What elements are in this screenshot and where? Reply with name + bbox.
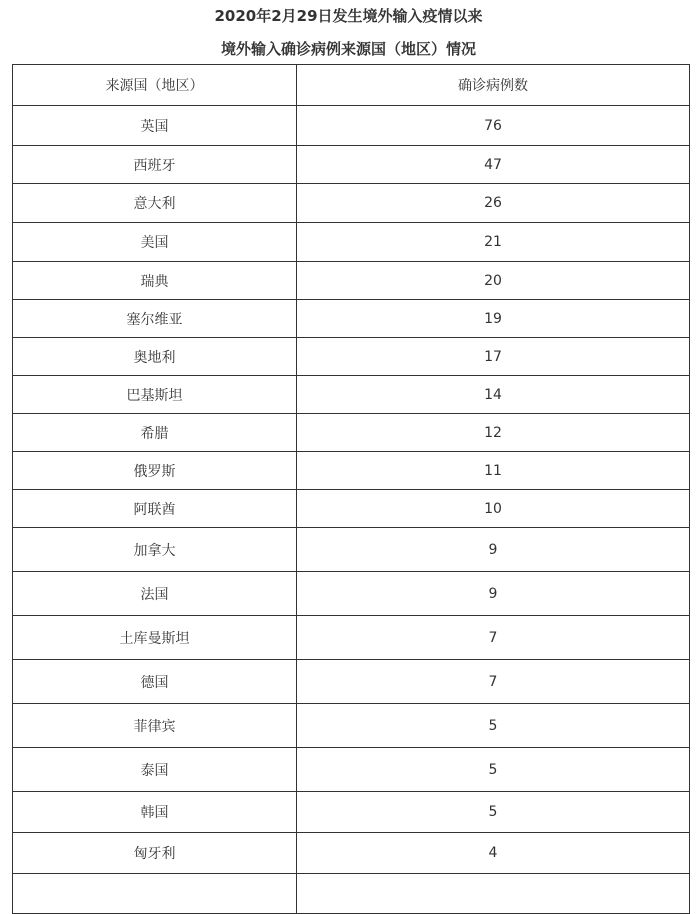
table-row [13, 704, 690, 748]
cell-count: 19 [297, 300, 690, 338]
cell-country: 加拿大 [13, 528, 297, 572]
cell-country: 泰国 [13, 748, 297, 792]
cell-count: 20 [297, 262, 690, 300]
cell-country: 俄罗斯 [13, 452, 297, 490]
table-row [13, 490, 690, 528]
table-row [13, 833, 690, 874]
cell-count: 26 [297, 184, 690, 223]
cell-count: 11 [297, 452, 690, 490]
source-country-table [12, 64, 690, 914]
table-row [13, 376, 690, 414]
cell-country: 希腊 [13, 414, 297, 452]
cell-country: 土库曼斯坦 [13, 616, 297, 660]
table-row [13, 184, 690, 223]
cell-count: 5 [297, 748, 690, 792]
table-caption: 境外输入确诊病例来源国（地区）情况 [220, 40, 476, 58]
cell-country: 美国 [13, 223, 297, 262]
cell-count: 14 [297, 376, 690, 414]
table-row [13, 528, 690, 572]
table-row [13, 792, 690, 833]
cell-country: 瑞典 [13, 262, 297, 300]
cell-count: 9 [297, 528, 690, 572]
cell-country [13, 874, 297, 914]
cell-count: 7 [297, 616, 690, 660]
cell-country: 意大利 [13, 184, 297, 223]
cell-country: 菲律宾 [13, 704, 297, 748]
table-row [13, 146, 690, 184]
table-row [13, 660, 690, 704]
cell-country: 德国 [13, 660, 297, 704]
cell-country: 英国 [13, 106, 297, 146]
header-count: 确诊病例数 [297, 65, 690, 106]
cell-count: 7 [297, 660, 690, 704]
cell-count: 10 [297, 490, 690, 528]
table-row [13, 874, 690, 914]
table-row [13, 262, 690, 300]
table-row [13, 300, 690, 338]
table-row [13, 616, 690, 660]
cell-count: 5 [297, 792, 690, 833]
table-row [13, 452, 690, 490]
cell-count: 76 [297, 106, 690, 146]
table-row [13, 106, 690, 146]
table-row [13, 414, 690, 452]
cell-count [297, 874, 690, 914]
table-row [13, 338, 690, 376]
cell-country: 匈牙利 [13, 833, 297, 874]
cell-country: 巴基斯坦 [13, 376, 297, 414]
cell-count: 17 [297, 338, 690, 376]
cell-country: 法国 [13, 572, 297, 616]
cell-count: 9 [297, 572, 690, 616]
table-header-row [13, 65, 690, 106]
cell-count: 5 [297, 704, 690, 748]
cell-country: 西班牙 [13, 146, 297, 184]
table-row [13, 748, 690, 792]
cell-country: 塞尔维亚 [13, 300, 297, 338]
cell-country: 韩国 [13, 792, 297, 833]
table-row [13, 223, 690, 262]
cell-country: 奥地利 [13, 338, 297, 376]
cell-count: 4 [297, 833, 690, 874]
table-row [13, 572, 690, 616]
cell-count: 21 [297, 223, 690, 262]
cell-count: 47 [297, 146, 690, 184]
page-title: 2020年2月29日发生境外输入疫情以来 [214, 7, 483, 25]
header-country: 来源国（地区） [13, 65, 297, 106]
cell-count: 12 [297, 414, 690, 452]
cell-country: 阿联酋 [13, 490, 297, 528]
